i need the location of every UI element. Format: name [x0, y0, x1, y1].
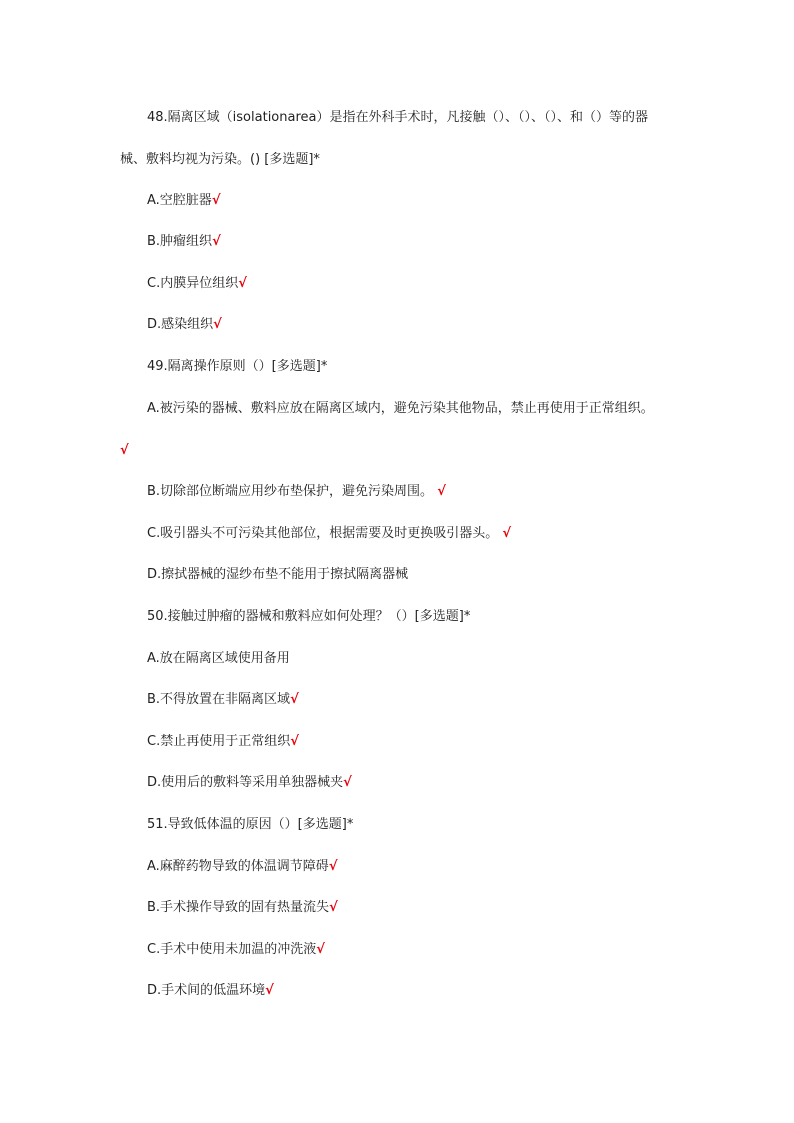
- checkmark-icon: √: [290, 692, 299, 707]
- option-label: A.麻醉药物导致的体温调节障碍: [147, 859, 329, 874]
- question-49-option-c[interactable]: [147, 525, 511, 543]
- question-48-stem-line1: 48.隔离区域（isolationarea）是指在外科手术时，凡接触（）、（）、（）、和（）等的器: [147, 110, 648, 125]
- question-51-option-a[interactable]: [147, 858, 337, 876]
- question-50-option-c[interactable]: [147, 733, 299, 751]
- question-48-option-c[interactable]: [147, 275, 247, 293]
- checkmark-icon: √: [238, 276, 247, 291]
- checkmark-icon: √: [290, 734, 299, 749]
- checkmark-icon: √: [212, 234, 221, 249]
- option-label: A.被污染的器械、敷料应放在隔离区域内，避免污染其他物品，禁止再使用于正常组织。: [147, 401, 654, 416]
- option-label: C.吸引器头不可污染其他部位，根据需要及时更换吸引器头。: [147, 526, 499, 541]
- question-50-option-b[interactable]: [147, 691, 299, 709]
- question-51-option-b[interactable]: [147, 899, 338, 917]
- option-label: C.手术中使用未加温的冲洗液: [147, 942, 317, 957]
- question-49-stem: 49.隔离操作原则（）[多选题]*: [147, 359, 328, 374]
- question-48-option-d[interactable]: [147, 316, 222, 334]
- question-51-option-c[interactable]: [147, 941, 325, 959]
- checkmark-icon: √: [502, 526, 512, 541]
- option-label: D.手术间的低温环境: [147, 983, 266, 998]
- option-label: B.切除部位断端应用纱布垫保护，避免污染周围。: [147, 484, 434, 499]
- checkmark-icon: √: [213, 317, 222, 332]
- question-49-option-a[interactable]: [147, 400, 654, 418]
- checkmark-icon: √: [329, 900, 338, 915]
- option-label: D.擦拭器械的湿纱布垫不能用于擦拭隔离器械: [147, 567, 409, 582]
- checkmark-icon: √: [120, 443, 129, 458]
- option-label: A.放在隔离区域使用备用: [147, 651, 290, 666]
- question-50-option-d[interactable]: [147, 774, 352, 792]
- question-48-option-a[interactable]: [147, 192, 220, 210]
- question-51-stem: 51.导致低体温的原因（）[多选题]*: [147, 817, 354, 832]
- option-label: B.手术操作导致的固有热量流失: [147, 900, 330, 915]
- option-label: B.肿瘤组织: [147, 234, 213, 249]
- option-label: C.禁止再使用于正常组织: [147, 734, 291, 749]
- checkmark-icon: √: [343, 775, 352, 790]
- question-49-option-d[interactable]: [147, 566, 408, 584]
- checkmark-icon: √: [211, 193, 221, 208]
- checkmark-icon: √: [437, 484, 446, 499]
- option-label: B.不得放置在非隔离区域: [147, 692, 291, 707]
- question-51-option-d[interactable]: [147, 982, 274, 1000]
- option-label: D.使用后的敷料等采用单独器械夹: [147, 775, 344, 790]
- checkmark-icon: √: [328, 859, 338, 874]
- option-label: C.内膜异位组织: [147, 276, 239, 291]
- question-48-option-b[interactable]: [147, 233, 221, 251]
- question-48-stem-line2: 械、敷料均视为污染。() [多选题]*: [120, 152, 320, 167]
- option-label: D.感染组织: [147, 317, 214, 332]
- checkmark-icon: √: [316, 942, 325, 957]
- question-50-stem: 50.接触过肿瘤的器械和敷料应如何处理？（）[多选题]*: [147, 609, 471, 624]
- option-label: A.空腔脏器: [147, 193, 212, 208]
- question-49-option-b[interactable]: [147, 483, 446, 501]
- question-50-option-a[interactable]: [147, 650, 290, 668]
- question-49-option-a-check-line: [120, 442, 129, 460]
- checkmark-icon: √: [265, 983, 274, 998]
